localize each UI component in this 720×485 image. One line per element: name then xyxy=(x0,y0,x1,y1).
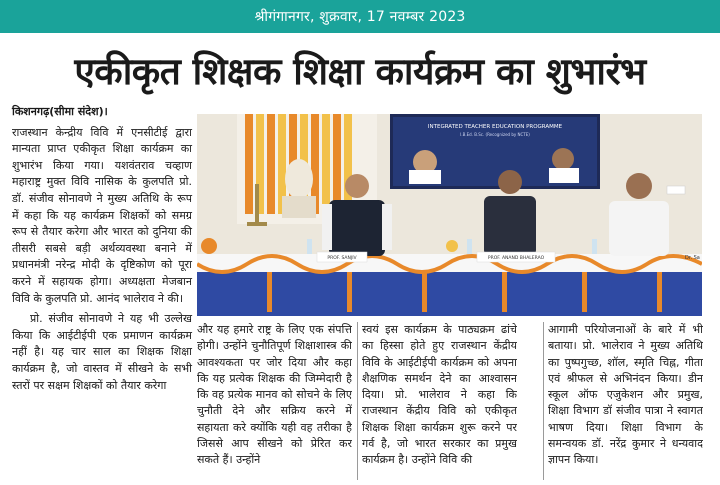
article-column-3: स्वयं इस कार्यक्रम के पाठ्यक्रम ढांचे का हिस्सा होते हुए राजस्थान केंद्रीय विवि के आईटीईपी कार्यक्रम को अपना शैक्षणिक समर्थन देने का आश्वासन दिया। प्रो. भालेराव ने कहा कि राजस्थान केंद्रीय विवि को एकीकृत शिक्षक शिक्षा कार्यक्रम शुरू करने पर गर्व है, जो भारत सरकार का प्रमुख कार्यक्रम है। उन्होंने विवि की xyxy=(362,323,517,467)
article-column-4: आगामी परियोजनाओं के बारे में भी बताया। प्रो. भालेराव ने मुख्य अतिथि का पुष्पगुच्छ, शॉल, स्मृति चिह्न, गीता एवं श्रीफल से अभिनंदन किया। डीन स्कूल ऑफ एजुकेशन और प्रमुख, शिक्षा विभाग डॉ संजीव पात्रा ने स्वागत भाषण दिया। शिक्षा विभाग के समन्वयक डॉ. नरेंद्र कुमार ने धन्यवाद ज्ञापन किया। xyxy=(548,323,703,467)
nameplate-far: Dr. Sa xyxy=(685,255,700,261)
column-divider xyxy=(357,322,358,480)
article-paragraph-2: प्रो. संजीव सोनावणे ने यह भी उल्लेख किया कि आईटीईपी एक प्रमाणन कार्यक्रम नहीं है। यह चार साल का शिक्षक शिक्षा कार्यक्रम है, जो वास्तव में सीखने के सभी स्तरों पर सक्षम शिक्षकों को तैयार करेगा xyxy=(12,312,192,392)
nameplate-right: PROF. ANAND BHALERAO xyxy=(487,256,545,261)
byline: किशनगढ़(सीमा संदेश)। xyxy=(12,105,108,118)
column-divider xyxy=(543,322,544,480)
dateline-text: श्रीगंगानगर, शुक्रवार, 17 नवम्बर 2023 xyxy=(254,9,466,25)
article-paragraph-1: राजस्थान केन्द्रीय विवि में एनसीटीई द्वारा मान्यता प्राप्त एकीकृत शिक्षा कार्यक्रम का शुभारंभ किया गया। यशवंतराव चव्हाण महाराष्ट्र मुक्त विवि नासिक के कुलपति प्रो. डॉ. संजीव सोनावणे ने मुख्य अतिथि के रूप में कहा कि यह कार्यक्रम शिक्षकों को समग्र रूप से तैयार करेगा और भारत को दुनिया की तीसरी सबसे बड़ी अर्थव्यवस्था बनाने में प्रधानमंत्री नरेन्द्र मोदी के दृष्टिकोण को पूरा करने में सहायक होगा। अध्यक्षता मेजबान विवि के कुलपति प्रो. आनंद भालेराव ने की। xyxy=(12,125,192,305)
event-photo-illustration xyxy=(197,114,702,316)
article-column-2: और यह हमारे राष्ट्र के लिए एक संपत्ति होगी। उन्होंने चुनौतिपूर्ण शिक्षाशास्त्र की आवश्यकता पर जोर दिया और कहा कि यह प्रत्येक शिक्षक की जिम्मेदारी है कि वह प्रत्येक मानव को सोचने के लिए चुनौती देने और सक्रिय करने में सहायता करे क्योंकि यही वह तरीका है जिससे आप सीखने को प्रेरित कर सकते हैं। उन्होंने xyxy=(197,323,352,467)
event-photo xyxy=(197,114,702,316)
dateline-banner xyxy=(0,0,720,33)
headline: एकीकृत शिक्षक शिक्षा कार्यक्रम का शुभारंभ xyxy=(74,50,646,93)
screen-subtitle: I.B.Ed. B.Sc. (Recognized by NCTE) xyxy=(460,132,530,137)
article-column-1 xyxy=(12,104,192,398)
screen-title: INTEGRATED TEACHER EDUCATION PROGRAMME xyxy=(427,124,563,130)
nameplate-left: PROF. SANJIV xyxy=(327,256,357,261)
